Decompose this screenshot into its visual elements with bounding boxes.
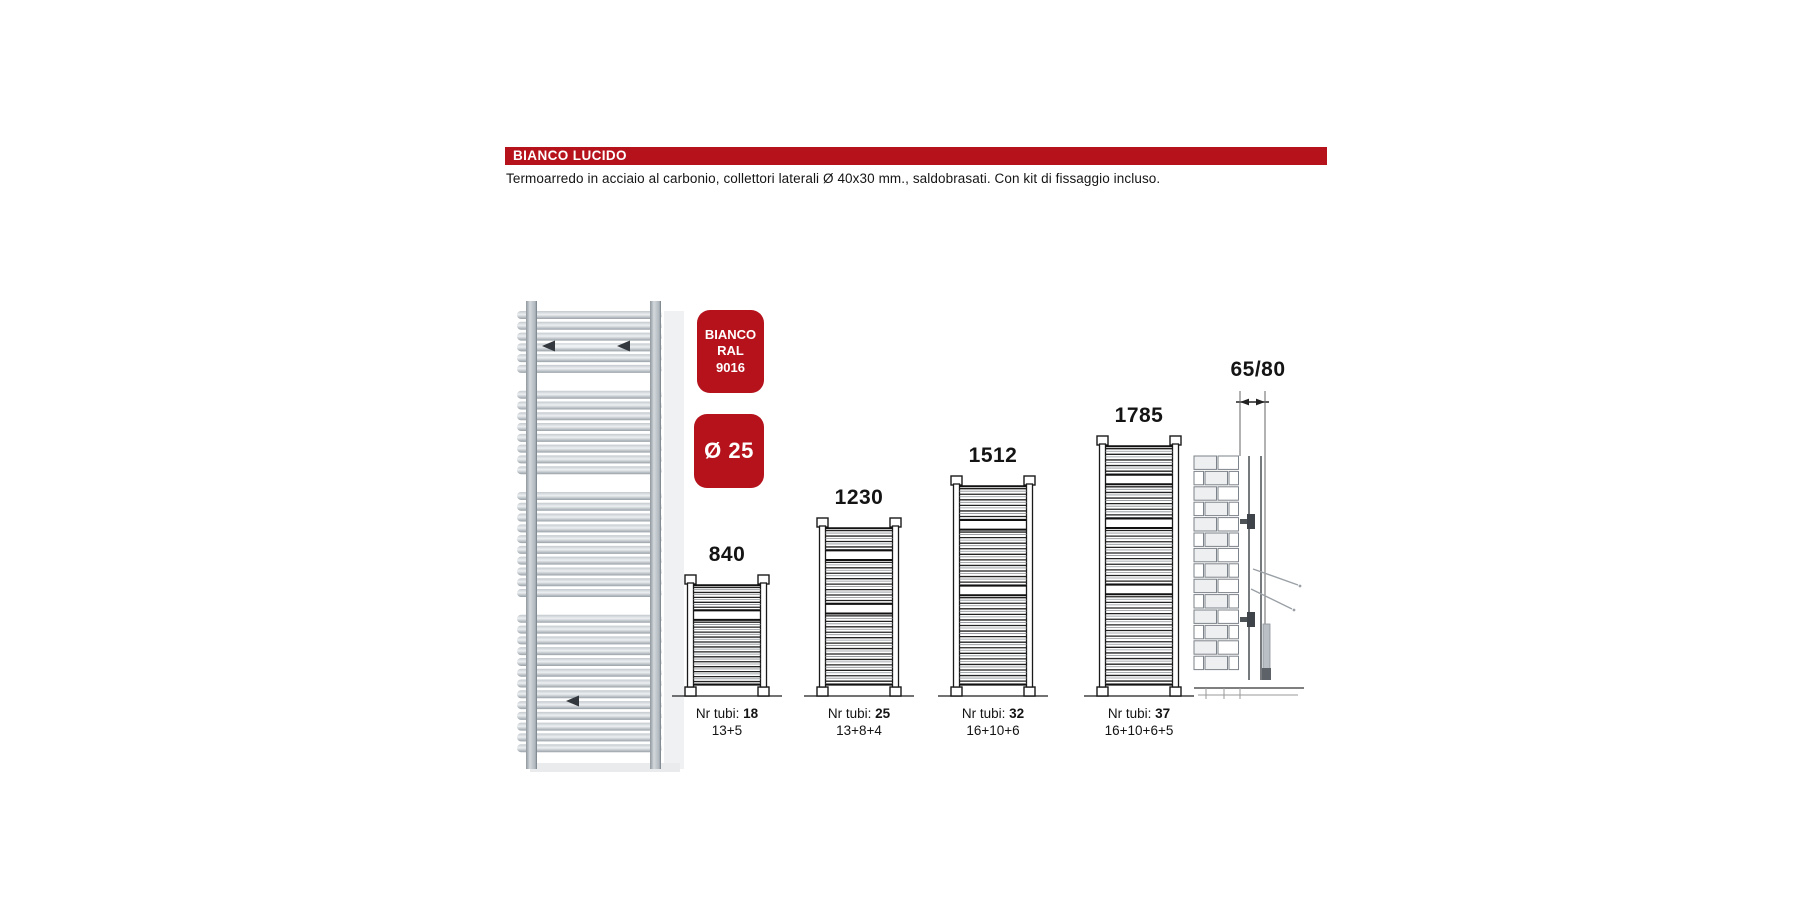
tube-count-value: 37 (1155, 706, 1171, 721)
tube-count-value: 18 (743, 706, 759, 721)
wall-mount-section (1192, 358, 1308, 713)
model-column (793, 486, 925, 738)
tube-layout-label: 13+8+4 (836, 723, 882, 738)
radiator-diagram (937, 475, 1049, 697)
tube-count-label (1108, 706, 1170, 721)
model-height-label: 840 (708, 543, 746, 566)
tube-count-label (696, 706, 758, 721)
tube-count-prefix: Nr tubi: (961, 706, 1006, 721)
tube-count-prefix: Nr tubi: (1107, 706, 1152, 721)
tube-count-value: 25 (875, 706, 891, 721)
color-badge-line: BIANCO (704, 326, 757, 342)
section-title-bar (505, 147, 1327, 165)
model-height-label: 1512 (968, 444, 1018, 467)
tube-layout-label: 13+5 (711, 723, 743, 738)
tube-layout-label: 16+10+6 (966, 723, 1020, 738)
diameter-badge-label: Ø 25 (704, 438, 754, 463)
tube-count-value: 32 (1009, 706, 1025, 721)
tube-count-prefix: Nr tubi: (827, 706, 872, 721)
product-description: Termoarredo in acciaio al carbonio, collettori laterali Ø 40x30 mm., saldobrasati. Con kit di fissaggio incluso. (506, 171, 1161, 186)
color-badge-line: RAL (717, 343, 744, 359)
wall-mount-diagram (1192, 386, 1308, 708)
model-column (1073, 404, 1205, 738)
tube-count-label (828, 706, 890, 721)
radiator-diagram (1083, 435, 1195, 697)
model-column (927, 444, 1059, 738)
model-column (661, 543, 793, 738)
tube-count-prefix: Nr tubi: (695, 706, 740, 721)
tube-count-label (962, 706, 1024, 721)
color-badge (697, 310, 764, 393)
mount-distance-label: 65/80 (1230, 358, 1286, 381)
model-height-label: 1230 (834, 486, 884, 509)
model-height-label: 1785 (1114, 404, 1164, 427)
diameter-badge (694, 414, 764, 488)
tube-layout-label: 16+10+6+5 (1104, 723, 1174, 738)
radiator-diagram (803, 517, 915, 697)
color-badge-line: 9016 (716, 359, 745, 375)
section-title: BIANCO LUCIDO (513, 148, 627, 163)
radiator-diagram (671, 574, 783, 697)
